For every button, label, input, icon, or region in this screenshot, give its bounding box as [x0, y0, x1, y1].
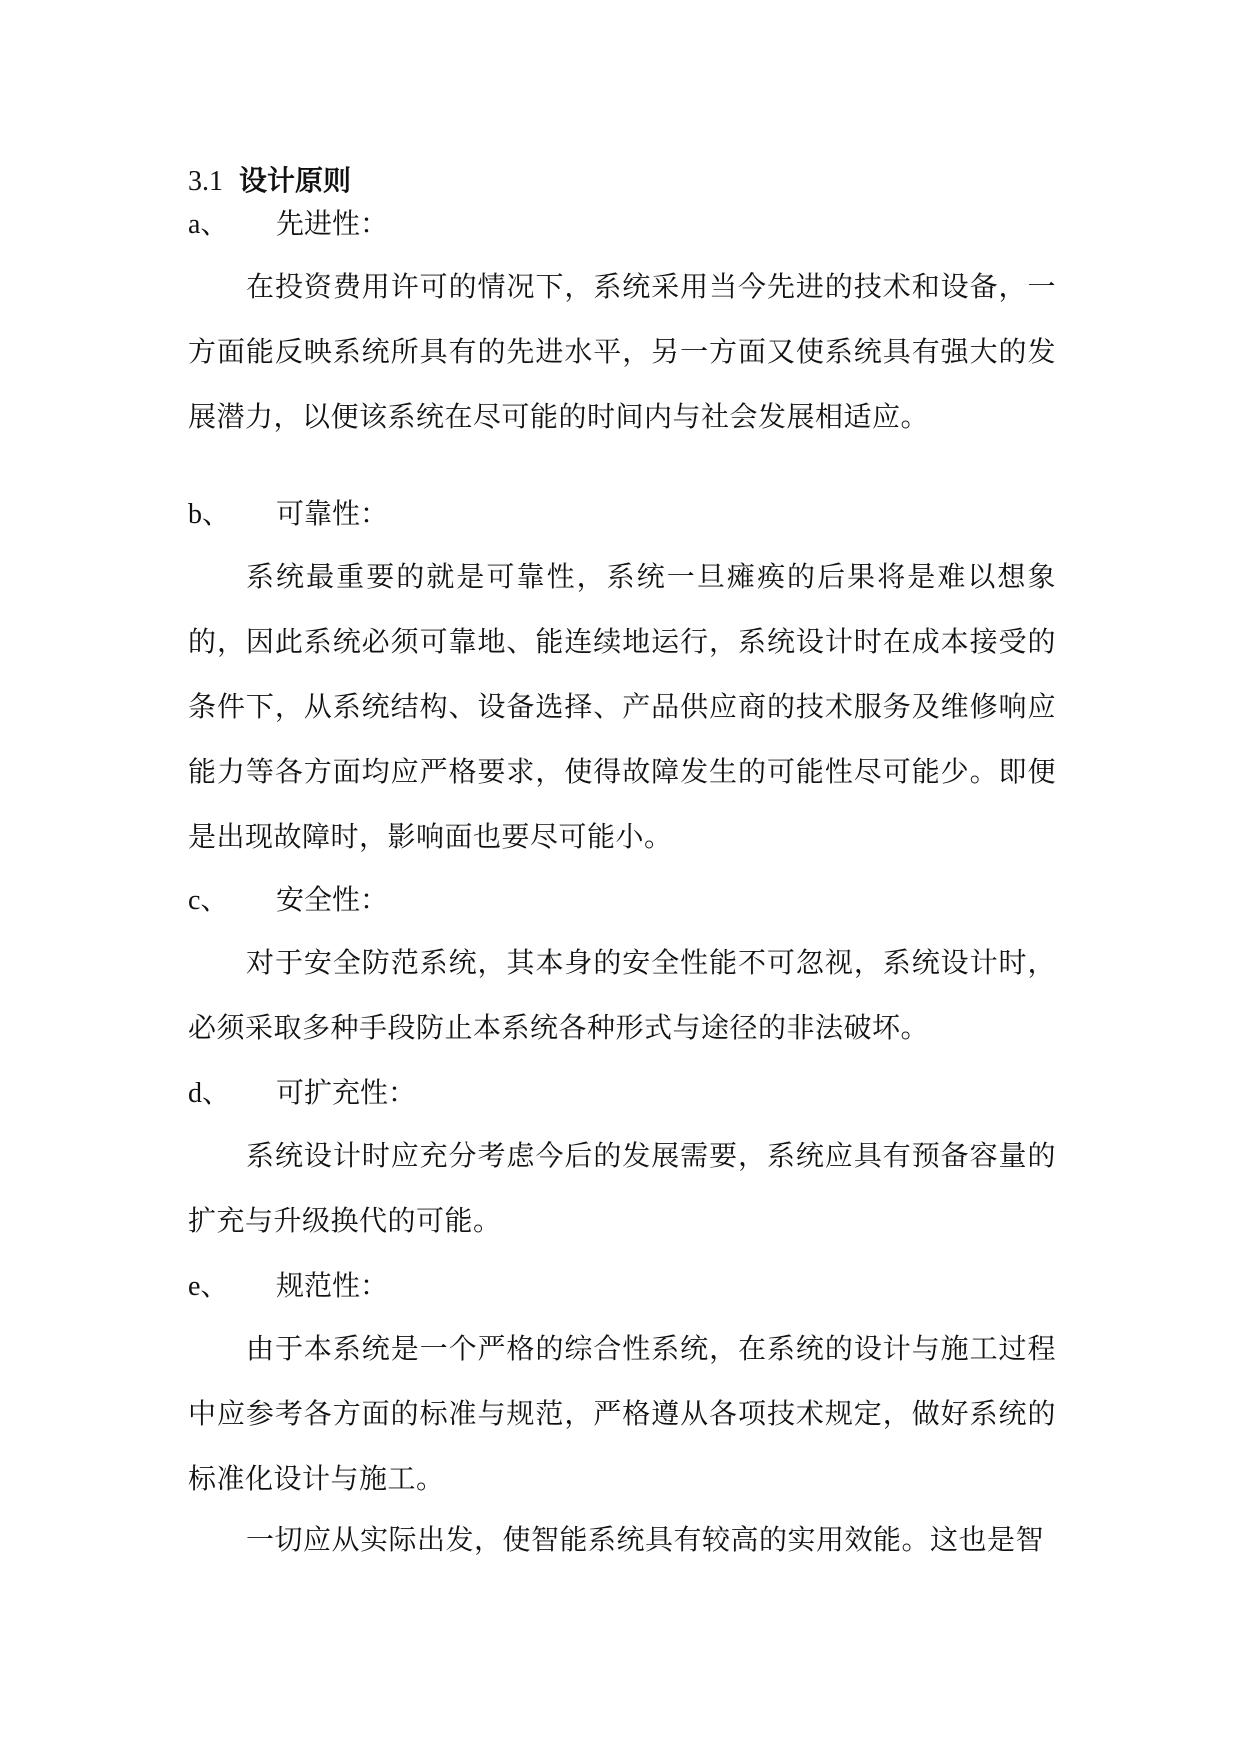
item-b-label — [188, 494, 388, 535]
item-c-label — [188, 880, 388, 921]
item-c-letter: c、 — [188, 885, 229, 916]
item-a-label — [188, 204, 388, 245]
closing-paragraph: 一切应从实际出发，使智能系统具有较高的实用效能。这也是智 — [246, 1523, 1045, 1556]
item-a-title: 先进性： — [276, 207, 389, 240]
item-d-title: 可扩充性： — [276, 1076, 417, 1109]
item-e-title: 规范性： — [276, 1269, 389, 1302]
item-b-title: 可靠性： — [276, 497, 389, 530]
section-heading — [188, 161, 351, 202]
item-d-label — [188, 1073, 416, 1114]
item-c-title: 安全性： — [276, 883, 389, 916]
item-b-paragraph: 系统最重要的就是可靠性，系统一旦瘫痪的后果将是难以想象的，因此系统必须可靠地、能连续地运行，系统设计时在成本接受的条件下，从系统结构、设备选择、产品供应商的技术服务及维修响应能力等各方面均应严格要求，使得故障发生的可能性尽可能少。即便是出现故障时，影响面也要尽可能小。 — [188, 560, 1056, 853]
item-d-letter: d、 — [188, 1078, 231, 1109]
item-a-letter: a、 — [188, 209, 229, 240]
item-a-paragraph: 在投资费用许可的情况下，系统采用当今先进的技术和设备，一方面能反映系统所具有的先进水平，另一方面又使系统具有强大的发展潜力，以便该系统在尽可能的时间内与社会发展相适应。 — [188, 270, 1056, 433]
item-c-paragraph: 对于安全防范系统，其本身的安全性能不可忽视，系统设计时，必须采取多种手段防止本系统各种形式与途径的非法破坏。 — [188, 946, 1056, 1044]
item-e-label — [188, 1266, 388, 1307]
item-b-letter: b、 — [188, 499, 231, 530]
item-e-paragraph: 由于本系统是一个严格的综合性系统，在系统的设计与施工过程中应参考各方面的标准与规范，严格遵从各项技术规定，做好系统的标准化设计与施工。 — [188, 1332, 1056, 1495]
section-title: 设计原则 — [239, 164, 352, 197]
section-number: 3.1 — [188, 166, 223, 197]
item-d-paragraph: 系统设计时应充分考虑今后的发展需要，系统应具有预备容量的扩充与升级换代的可能。 — [188, 1139, 1056, 1237]
item-e-letter: e、 — [188, 1271, 229, 1302]
